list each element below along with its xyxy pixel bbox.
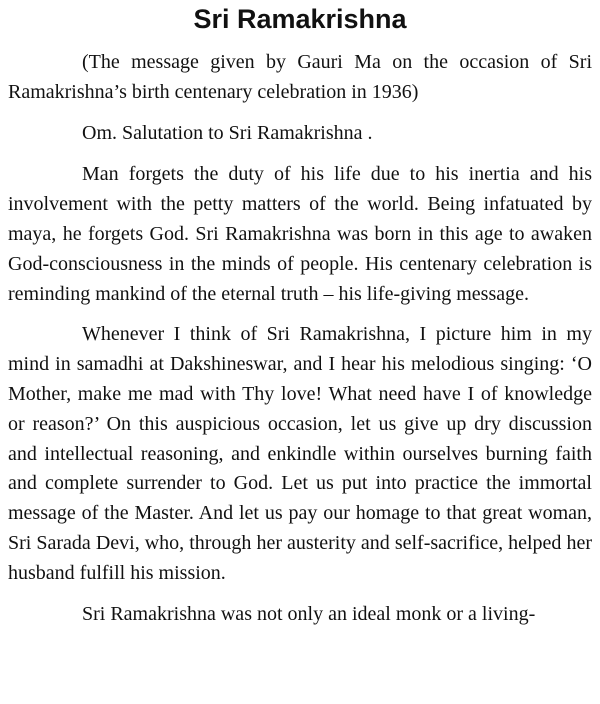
body-paragraph: Whenever I think of Sri Ramakrishna, I picture him in my mind in samadhi at Dakshineswar, and I hear his melodious singing: ‘O Mother, make me mad with Thy love! What need have I of knowledge or reason?’ On this auspicious occasion, let us give up dry discussion and intellectual reasoning, and enkindle within ourselves burning faith and complete surrender to God. Let us put into practice the immortal message of the Master. And let us pay our homage to that great woman, Sri Sarada Devi, who, through her austerity and self-sacrifice, helped her husband fulfill his mission.: [8, 323, 592, 584]
document-page: [8, 0, 592, 629]
body-paragraph: Sri Ramakrishna was not only an ideal monk or a living-: [82, 602, 536, 625]
subtitle-paragraph: (The message given by Gauri Ma on the occasion of Sri Ramakrishna’s birth centenary celebration in 1936): [8, 51, 592, 103]
salutation-paragraph: Om. Salutation to Sri Ramakrishna .: [82, 121, 373, 144]
page-title: Sri Ramakrishna: [193, 4, 407, 34]
body-paragraph: Man forgets the duty of his life due to his inertia and his involvement with the petty matters of the world. Being infatuated by maya, he forgets God. Sri Ramakrishna was born in this age to awaken God-consciousness in the minds of people. His centenary celebration is reminding mankind of the eternal truth – his life-giving message.: [8, 163, 592, 305]
